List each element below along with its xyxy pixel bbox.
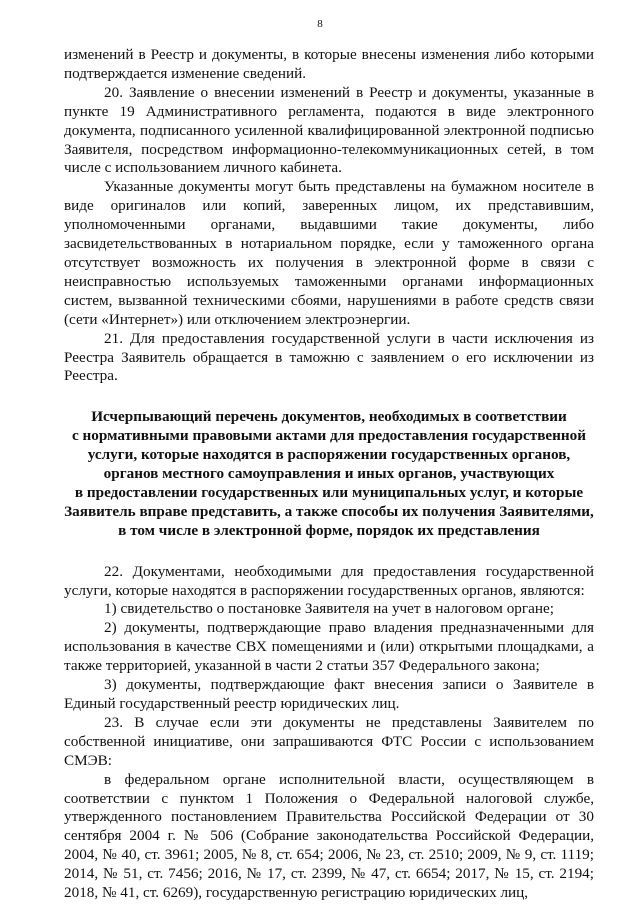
paragraph-22: 22. Документами, необходимыми для предоставления государственной услуги, которые находятся в распоряжении государственных органов, являются: [64,562,594,599]
page-number: 8 [317,18,323,30]
paragraph-23-tax-service: в федеральном органе исполнительной власти, осуществляющем в соответствии с пунктом 1 Положения о Федеральной налоговой службе, утвержденного постановлением Правительства Российской Федерации от 30 сентября 2004 г. № 506 (Собрание законодательства Российской Федерации, 2004, № 40, ст. 3961; 2005, № 8, ст. 654; 2006, № 23, ст. 2510; 2009, № 9, ст. 1119; 2014, № 51, ст. 7456; 2016, № 17, ст. 2399, № 47, ст. 6654; 2017, № 15, ст. 2194; 2018, № 41, ст. 6269), государственную регистрацию юридических лиц, [64,770,594,902]
paragraph-23: 23. В случае если эти документы не представлены Заявителем по собственной инициативе, они запрашиваются ФТС России с использованием СМЭВ: [64,713,594,769]
heading-line: органов местного самоуправления и иных органов, участвующих [103,465,555,483]
paragraph-22-item-2: 2) документы, подтверждающие право владения предназначенными для использования в качестве СВХ помещениями и (или) открытыми площадками, а также территорией, указанной в части 2 статьи 357 Федерального закона; [64,619,594,675]
heading-line: с нормативными правовыми актами для предоставления государственной [72,427,586,445]
heading-line: в том числе в электронной форме, порядок их представления [118,521,540,539]
paragraph-20: 20. Заявление о внесении изменений в Реестр и документы, указанные в пункте 19 Административного регламента, подаются в виде электронного документа, подписанного усиленной квалифицированной электронной подписью Заявителя, посредством информационно-телекоммуникационных сетей, в том числе с использованием личного кабинета. [64,83,594,177]
paragraph-continuation: изменений в Реестр и документы, в которые внесены изменения либо которыми подтверждается изменение сведений. [64,46,594,82]
heading-line: Заявитель вправе представить, а также способы их получения Заявителями, [64,502,594,520]
heading-line: услуги, которые находятся в распоряжении государственных органов, [87,446,571,464]
paragraph-21: 21. Для предоставления государственной услуги в части исключения из Реестра Заявитель обращается в таможню с заявлением о его исключении из Реестра. [64,329,594,385]
heading-line: в предоставлении государственных или муниципальных услуг, и которые [74,483,584,501]
heading-line: Исчерпывающий перечень документов, необходимых в соответствии [91,408,567,426]
paragraph-22-item-3: 3) документы, подтверждающие факт внесения записи о Заявителе в Единый государственный реестр юридических лиц. [64,676,594,712]
section-heading [64,408,594,540]
paragraph-22-item-1: 1) свидетельство о постановке Заявителя на учет в налоговом органе; [104,600,554,618]
paragraph-20-documents: Указанные документы могут быть представлены на бумажном носителе в виде оригиналов или копий, заверенных лицом, их представившим, уполномоченными органами, выдавшими такие документы, либо засвидетельствованных в нотариальном порядке, если у таможенного органа отсутствует возможность их получения в электронной форме в связи с неисправностью используемых таможенными органами информационных систем, вызванной техническими сбоями, нарушениями в работе средств связи (сети «Интернет») или отключением электроэнергии. [64,178,594,328]
document-body [64,46,594,903]
